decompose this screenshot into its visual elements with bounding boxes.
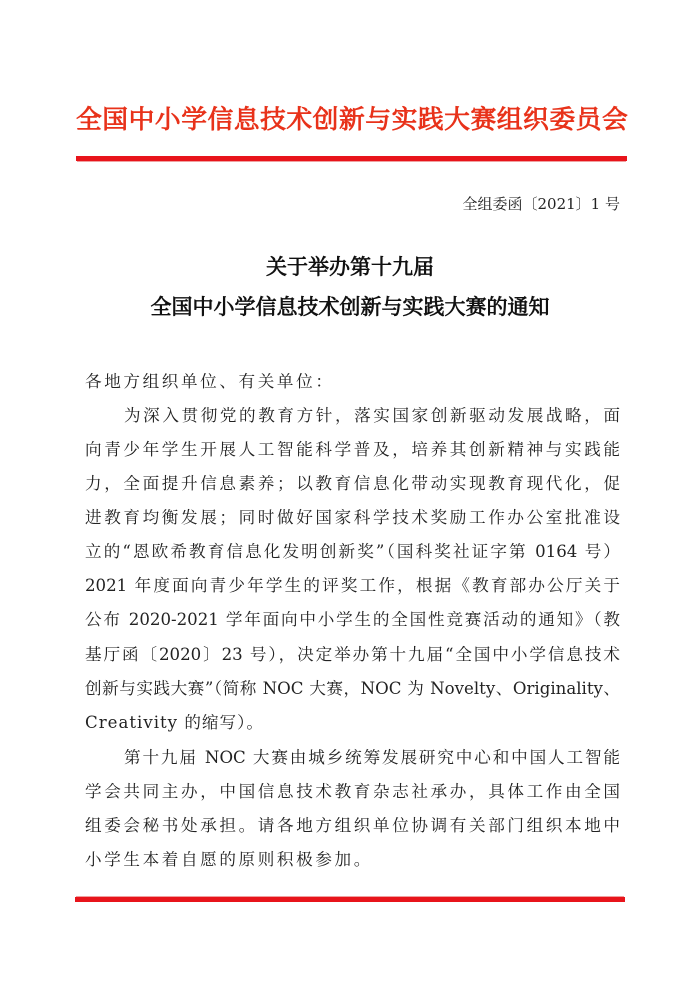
paragraph-1-line: 进教育均衡发展；同时做好国家科学技术奖励工作办公室批准设 [85, 508, 620, 527]
masthead-red-rule [76, 156, 627, 161]
paragraph-2-line: 组委会秘书处承担。请各地方组织单位协调有关部门组织本地中 [85, 816, 620, 835]
paragraph-1-line: 向青少年学生开展人工智能科学普及，培养其创新精神与实践能 [85, 440, 620, 459]
paragraph-2-line: 小学生本着自愿的原则积极参加。 [85, 850, 373, 869]
masthead-org-name: 全国中小学信息技术创新与实践大赛组织委员会 [76, 105, 629, 135]
document-title-line-2: 全国中小学信息技术创新与实践大赛的通知 [150, 294, 550, 319]
paragraph-1-line: 创新与实践大赛”（简称 NOC 大赛，NOC 为 Novelty、Originality、 [85, 679, 620, 698]
salutation: 各地方组织单位、有关单位： [85, 372, 335, 391]
paragraph-1-line: 立的“恩欧希教育信息化发明创新奖”（国科奖社证字第 0164 号） [85, 542, 620, 561]
document-title-line-1: 关于举办第十九届 [266, 254, 434, 279]
paragraph-1-line: 基厅函〔2020〕23 号），决定举办第十九届“全国中小学信息技术 [85, 645, 620, 664]
document-number: 全组委函〔2021〕1 号 [462, 195, 620, 213]
paragraph-2-line: 第十九届 NOC 大赛由城乡统筹发展研究中心和中国人工智能 [124, 748, 620, 767]
paragraph-2-line: 学会共同主办，中国信息技术教育杂志社承办，具体工作由全国 [85, 782, 620, 801]
paragraph-1-line: Creativity 的缩写）。 [85, 713, 264, 732]
footer-red-rule [75, 897, 625, 902]
paragraph-1-line: 力，全面提升信息素养；以教育信息化带动实现教育现代化，促 [85, 474, 620, 493]
paragraph-1-line: 公布 2020-2021 学年面向中小学生的全国性竞赛活动的通知》（教 [85, 610, 620, 629]
paragraph-1-line: 为深入贯彻党的教育方针，落实国家创新驱动发展战略，面 [124, 406, 620, 425]
paragraph-1-line: 2021 年度面向青少年学生的评奖工作，根据《教育部办公厅关于 [85, 576, 620, 595]
